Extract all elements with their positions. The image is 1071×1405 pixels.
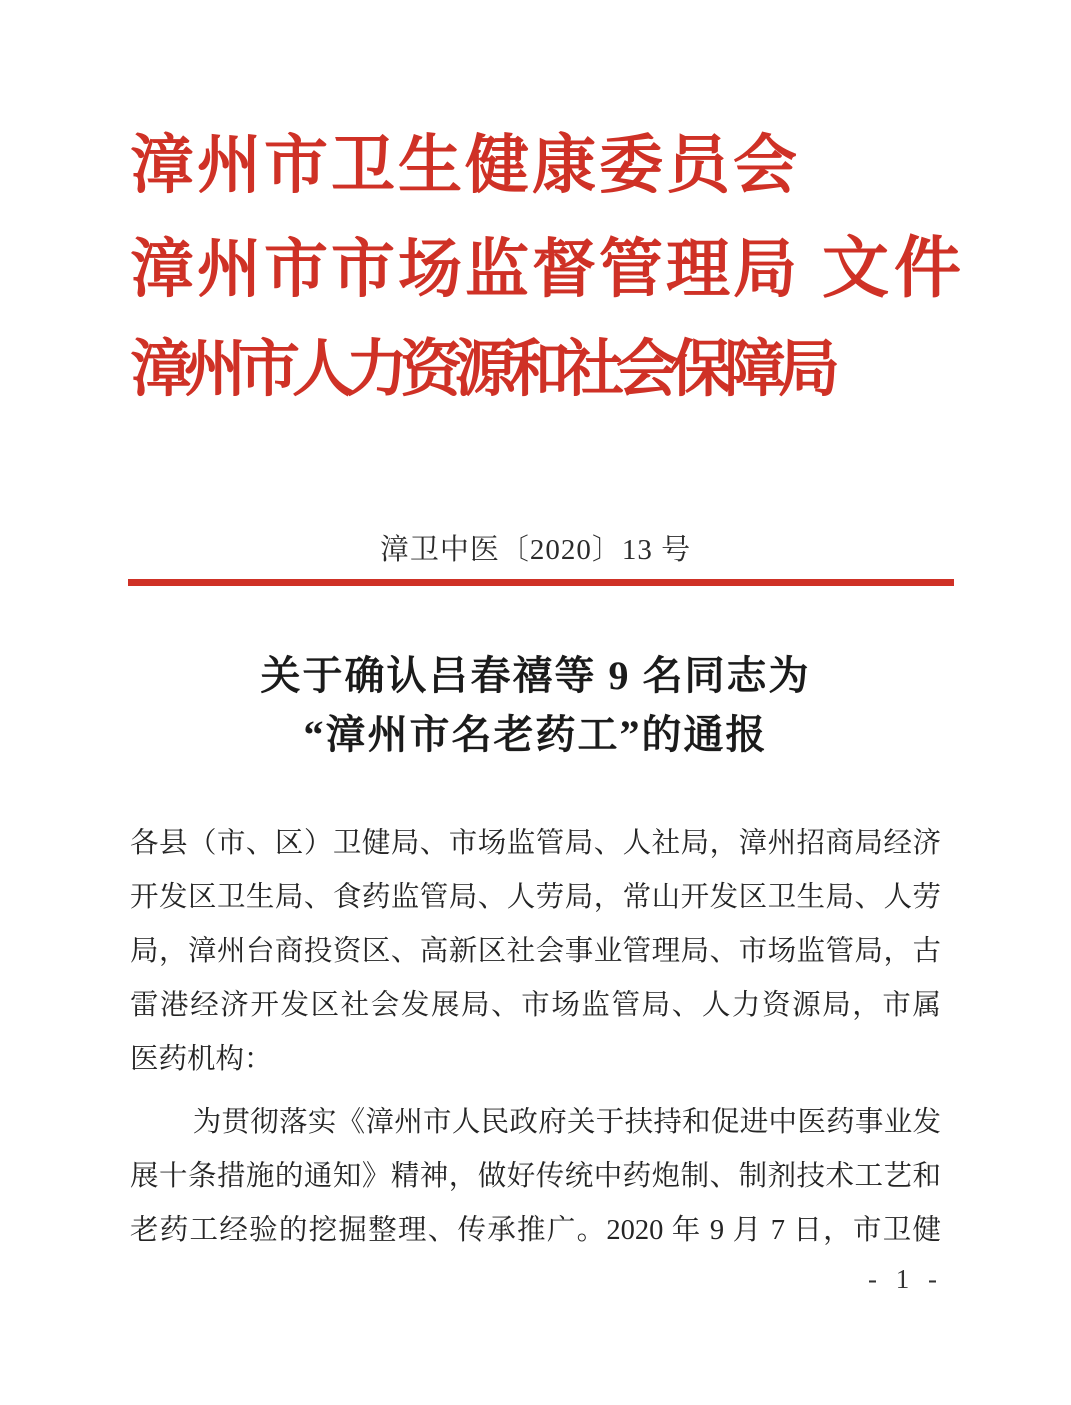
letterhead-row-2: [130, 232, 966, 306]
body-line: 各县（市、区）卫健局、市场监管局、人社局，漳州招商局经济: [130, 828, 941, 859]
body-line: 医药机构：: [130, 1044, 273, 1075]
letterhead-row-1: [130, 130, 966, 201]
page-number: - 1 -: [868, 1264, 939, 1294]
agency-name-human-resources: 漳州市人力资源和社会保障局: [130, 336, 833, 404]
body-line: 局，漳州台商投资区、高新区社会事业管理局、市场监管局，古: [130, 936, 941, 967]
agency-name-health-commission: 漳州市卫生健康委员会: [130, 130, 800, 201]
title-line-2: “漳州市名老药工”的通报: [303, 712, 768, 757]
document-title: [0, 646, 1071, 764]
agency-name-market-regulation: 漳州市市场监督管理局: [130, 233, 800, 305]
body-line: 为贯彻落实《漳州市人民政府关于扶持和促进中医药事业发: [192, 1107, 941, 1138]
title-line-1: 关于确认吕春禧等 9 名同志为: [260, 653, 811, 698]
body-line: 老药工经验的挖掘整理、传承推广。2020 年 9 月 7 日，市卫健: [130, 1215, 941, 1246]
red-letterhead: [130, 130, 966, 404]
body-line: 展十条措施的通知》精神，做好传统中药炮制、制剂技术工艺和: [130, 1161, 941, 1192]
doc-number: 漳卫中医〔2020〕13 号: [379, 534, 692, 566]
doc-type-word: 文件: [822, 232, 966, 306]
letterhead-row-3: [130, 336, 966, 404]
red-divider-rule: [128, 579, 954, 586]
body-line: 雷港经济开发区社会发展局、市场监管局、人力资源局，市属: [130, 990, 941, 1021]
document-body: [130, 817, 941, 1258]
body-line: 开发区卫生局、食药监管局、人劳局，常山开发区卫生局、人劳: [130, 882, 941, 913]
